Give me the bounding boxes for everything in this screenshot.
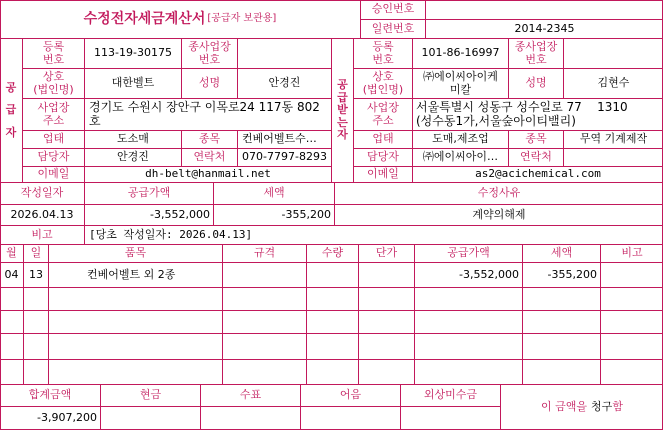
buyer-biz-item: 무역 기계제작 xyxy=(579,132,648,146)
item-name: 컨베어벨트 외 2종 xyxy=(87,267,176,281)
label-line: 등록 xyxy=(42,39,65,53)
tax-amount: -355,200 xyxy=(281,207,331,221)
col-tax: 세액 xyxy=(550,246,573,260)
credit-label: 외상미수금 xyxy=(423,388,478,402)
col-supply: 공급가액 xyxy=(447,246,490,260)
buyer-phone xyxy=(564,149,663,166)
buyer-branch-label xyxy=(509,39,563,68)
item-price xyxy=(359,263,414,287)
supplier-name: 대한벨트 xyxy=(111,76,155,90)
supplier-side-label xyxy=(0,39,22,182)
supplier-email-label: 이메일 xyxy=(37,167,70,181)
serial-no-value: 2014-2345 xyxy=(514,21,575,35)
supplier-address: 경기도 수원시 장안구 이목로24 117동 802호 xyxy=(89,99,320,128)
buyer-name-line: 미칼 xyxy=(449,82,472,96)
approval-no-value xyxy=(426,0,663,19)
supply-amount-label: 공급가액 xyxy=(127,186,171,200)
document-title xyxy=(0,0,360,38)
check-label: 수표 xyxy=(239,388,262,402)
label-line: 등록 xyxy=(372,39,394,53)
buyer-biz-item-label: 종목 xyxy=(525,132,547,146)
buyer-reg-no: 101-86-16997 xyxy=(421,46,500,60)
claim-prefix: 이 금액을 xyxy=(541,399,588,413)
buyer-rep-label: 성명 xyxy=(525,76,547,90)
buyer-email: as2@acichemical.com xyxy=(475,167,601,181)
supplier-biz-type: 도소매 xyxy=(117,132,149,146)
col-day: 일 xyxy=(30,246,42,260)
supplier-branch-no xyxy=(238,39,331,68)
supplier-manager-label: 담당자 xyxy=(37,150,70,164)
buyer-address-line: (성수동1가,서울숲아이티밸리) xyxy=(416,113,576,128)
label-line: 상호 xyxy=(42,69,65,83)
label-line: 번호 xyxy=(42,52,65,66)
supplier-name-label xyxy=(23,69,84,98)
issue-date: 2026.04.13 xyxy=(10,207,74,221)
buyer-addr-label xyxy=(354,99,412,130)
buyer-rep: 김현수 xyxy=(597,76,630,90)
col-month: 월 xyxy=(6,246,17,260)
total-amount: -3,907,200 xyxy=(37,410,97,424)
buyer-email-label: 이메일 xyxy=(367,167,399,181)
note-label: 비고 xyxy=(31,227,53,241)
buyer-side-char: 자 xyxy=(337,128,348,142)
supply-amount: -3,552,000 xyxy=(150,207,210,221)
serial-no-label: 일련번호 xyxy=(371,21,415,35)
supplier-manager: 안경진 xyxy=(117,150,149,164)
buyer-phone-label: 연락처 xyxy=(520,150,552,164)
label-line: 종사업장 xyxy=(514,39,558,53)
label-line: 상호 xyxy=(372,69,394,83)
supplier-biz-item: 컨베어벨트수… xyxy=(242,132,317,146)
buyer-name-line: ㈜에이씨아이케 xyxy=(423,69,498,83)
item-supply: -3,552,000 xyxy=(459,267,519,281)
tax-amount-label: 세액 xyxy=(263,186,285,200)
cash-label: 현금 xyxy=(139,388,162,402)
label-line: (법인명) xyxy=(33,82,74,96)
buyer-side-char: 는 xyxy=(337,115,348,129)
buyer-side-char: 급 xyxy=(337,90,348,104)
buyer-address xyxy=(413,99,663,130)
buyer-manager: ㈜에이씨아이… xyxy=(422,150,499,164)
supplier-email: dh-belt@hanmail.net xyxy=(145,167,271,181)
buyer-name-label xyxy=(354,69,412,98)
approval-no-label: 승인번호 xyxy=(371,2,415,16)
label-line: 번호 xyxy=(525,52,547,66)
item-qty xyxy=(307,263,358,287)
label-line: 사업장 xyxy=(37,100,70,114)
supplier-side-char: 급 xyxy=(5,103,17,117)
buyer-side-char: 받 xyxy=(337,103,348,117)
col-item: 품목 xyxy=(124,246,147,260)
supplier-biz-item-label: 종목 xyxy=(198,132,221,146)
item-month: 04 xyxy=(4,267,19,281)
cash-amount xyxy=(101,407,200,429)
claim-word: 청구 xyxy=(591,399,613,413)
buyer-biz-type-label: 업태 xyxy=(372,132,394,146)
col-price: 단가 xyxy=(375,246,398,260)
claim-statement xyxy=(501,385,663,429)
label-line: (법인명) xyxy=(362,82,404,96)
label-line: 번호 xyxy=(198,52,221,66)
label-line: 번호 xyxy=(372,52,394,66)
item-day: 13 xyxy=(29,267,43,281)
title-text: 수정전자세금계산서 xyxy=(83,10,206,27)
buyer-address-line: 서울특별시 성동구 성수일로 77 1310 xyxy=(416,99,628,114)
item-note xyxy=(601,263,663,287)
bill-amount xyxy=(301,407,400,429)
claim-suffix: 함 xyxy=(612,399,623,413)
label-line: 사업장 xyxy=(367,100,399,114)
supplier-side-char: 공 xyxy=(5,80,17,94)
supplier-reg-label xyxy=(23,39,84,68)
buyer-side-label xyxy=(332,39,353,182)
buyer-manager-label: 담당자 xyxy=(367,150,399,164)
supplier-phone-label: 연락처 xyxy=(193,150,226,164)
supplier-branch-label xyxy=(182,39,237,68)
buyer-branch-no xyxy=(564,39,663,68)
supplier-side-char: 자 xyxy=(5,125,17,139)
correction-reason-label: 수정사유 xyxy=(477,186,521,200)
col-qty: 수량 xyxy=(321,246,344,260)
supplier-reg-no: 113-19-30175 xyxy=(94,46,172,60)
supplier-addr-label xyxy=(23,99,84,130)
buyer-side-char: 공 xyxy=(337,77,348,91)
buyer-name xyxy=(413,69,508,98)
title-note: [공급자 보관용] xyxy=(207,13,277,25)
buyer-reg-label xyxy=(354,39,412,68)
label-line: 주소 xyxy=(372,113,394,127)
bill-label: 어음 xyxy=(339,388,362,402)
total-label: 합계금액 xyxy=(28,388,72,402)
buyer-biz-type: 도매,제조업 xyxy=(432,132,489,146)
credit-amount xyxy=(401,407,500,429)
supplier-phone: 070-7797-8293 xyxy=(242,150,327,164)
issue-date-label: 작성일자 xyxy=(20,186,64,200)
col-spec: 규격 xyxy=(253,246,276,260)
item-tax: -355,200 xyxy=(547,267,597,281)
correction-reason: 계약의해제 xyxy=(472,207,526,221)
col-note: 비고 xyxy=(621,246,643,260)
label-line: 종사업장 xyxy=(188,39,231,53)
label-line: 주소 xyxy=(42,113,65,127)
supplier-biz-type-label: 업태 xyxy=(42,132,65,146)
supplier-rep: 안경진 xyxy=(268,76,301,90)
supplier-rep-label: 성명 xyxy=(198,76,221,90)
item-spec xyxy=(223,263,306,287)
check-amount xyxy=(201,407,300,429)
note-value: [당초 작성일자: 2026.04.13] xyxy=(89,227,253,241)
